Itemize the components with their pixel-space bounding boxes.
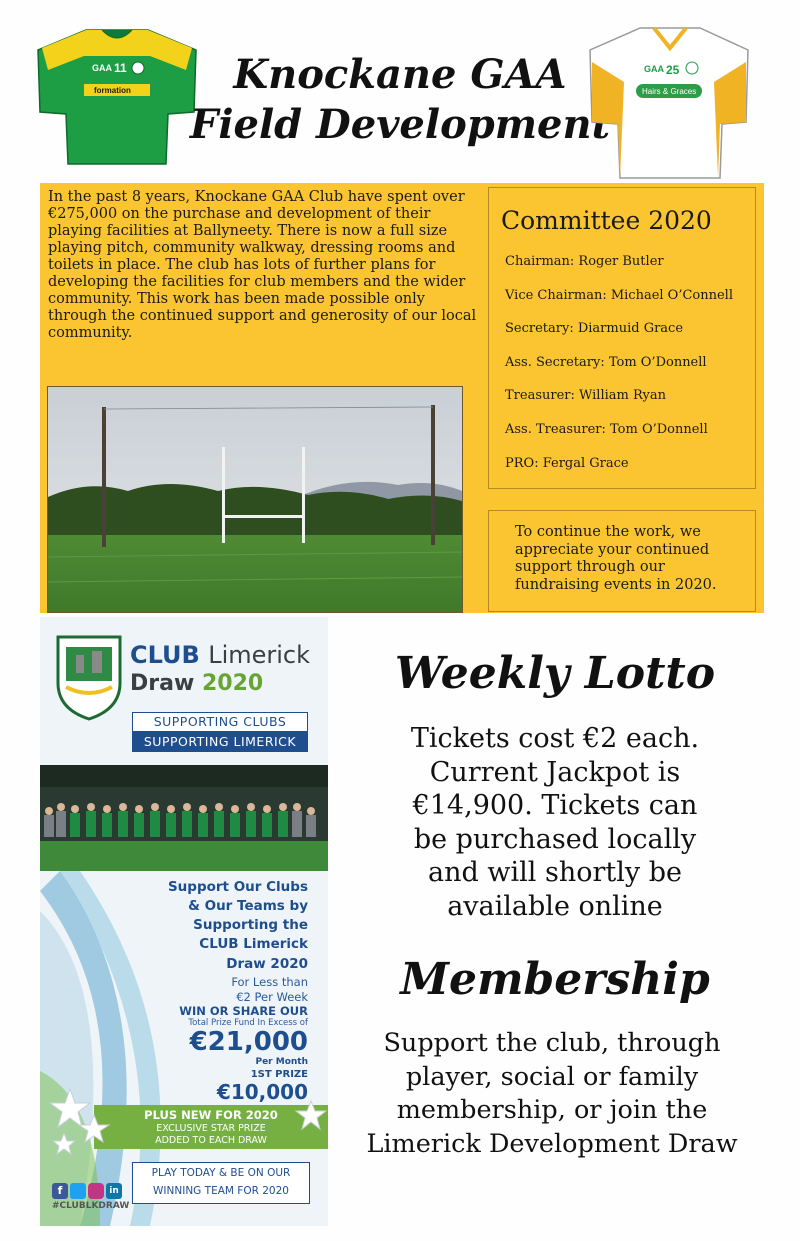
star-icons xyxy=(44,1085,124,1165)
membership-text xyxy=(342,1027,762,1161)
instagram-icon[interactable] xyxy=(88,1183,104,1199)
svg-text:11: 11 xyxy=(114,61,127,75)
lotto-line: Tickets cost €2 each. xyxy=(410,723,700,754)
membership-line: Limerick Development Draw xyxy=(366,1128,738,1159)
lotto-line: Current Jackpot is xyxy=(429,756,681,788)
club-limerick-draw-poster xyxy=(40,617,328,1226)
poster-first-prize: €10,000 xyxy=(216,1080,308,1104)
poster-amount: €21,000 xyxy=(189,1027,308,1057)
poster-support-line: Draw 2020 xyxy=(226,956,308,972)
committee-member: Ass. Treasurer: Tom O’Donnell xyxy=(505,421,708,437)
poster-support-line: Support Our Clubs xyxy=(167,879,308,895)
membership-heading: Membership xyxy=(400,954,710,1005)
svg-text:Hairs & Graces: Hairs & Graces xyxy=(642,87,697,96)
committee-member: Secretary: Diarmuid Grace xyxy=(505,321,684,337)
plus-new-title: PLUS NEW FOR 2020 xyxy=(144,1108,278,1122)
poster-club-word: CLUB xyxy=(130,641,200,669)
added-to-each-draw: ADDED TO EACH DRAW xyxy=(155,1135,267,1146)
linkedin-icon[interactable]: in xyxy=(106,1183,122,1199)
poster-club-limerick xyxy=(130,641,310,669)
twitter-icon[interactable] xyxy=(70,1183,86,1199)
poster-support-line: CLUB Limerick xyxy=(199,936,308,952)
lotto-heading: Weekly Lotto xyxy=(394,648,716,699)
membership-line: player, social or family xyxy=(405,1061,699,1092)
committee-member: Chairman: Roger Butler xyxy=(505,254,664,269)
poster-for-less: For Less than xyxy=(231,975,308,989)
lotto-line: and will shortly be xyxy=(428,857,682,888)
supporting-limerick-banner: SUPPORTING LIMERICK xyxy=(132,732,308,752)
play-today-text: PLAY TODAY & BE ON OUR xyxy=(151,1167,291,1179)
page-title xyxy=(150,50,650,150)
poster-support-line: Supporting the xyxy=(193,917,308,933)
plus-new-banner xyxy=(94,1105,328,1149)
svg-text:GAA: GAA xyxy=(92,63,112,73)
poster-hashtag: #CLUBLKDRAW xyxy=(52,1201,130,1211)
poster-year: 2020 xyxy=(201,671,264,696)
team-photo xyxy=(40,765,328,871)
committee-list xyxy=(505,254,733,489)
white-jersey-image xyxy=(584,22,754,182)
lotto-line: €14,900. Tickets can xyxy=(412,790,698,821)
svg-text:GAA: GAA xyxy=(644,64,664,74)
pitch-photo xyxy=(47,386,463,613)
star-icon-right xyxy=(294,1099,328,1133)
facebook-icon[interactable]: f xyxy=(52,1183,68,1199)
supporting-clubs-banner: SUPPORTING CLUBS xyxy=(132,712,308,732)
committee-member: Vice Chairman: Michael O’Connell xyxy=(505,287,734,303)
membership-line: membership, or join the xyxy=(396,1095,708,1125)
committee-member: Treasurer: William Ryan xyxy=(505,388,667,404)
social-icons xyxy=(52,1183,124,1199)
poster-limerick-word: Limerick xyxy=(208,641,311,669)
poster-draw-word: Draw xyxy=(130,671,195,696)
poster-per-month: Per Month xyxy=(255,1057,308,1067)
committee-member: PRO: Fergal Grace xyxy=(505,455,629,471)
intro-paragraph: In the past 8 years, Knockane GAA Club have spent over €275,000 on the purchase and development of their playing facilities at Ballyneety. There is now a full size playing pitch, community walkway, dressing rooms and toilets in place. The club has lots of further plans for developing the facilities for club members and the wider community. This work has been made possible only through the continued support and generosity of our local community. xyxy=(48,189,477,341)
limerick-crest-icon xyxy=(54,633,124,721)
poster-per-week: €2 Per Week xyxy=(236,990,308,1004)
title-line-2: Field Development xyxy=(189,101,611,148)
title-line-1: Knockane GAA xyxy=(233,51,567,98)
lotto-line: available online xyxy=(447,890,663,922)
svg-text:25: 25 xyxy=(666,63,680,77)
pitch-photo-illustration xyxy=(48,387,462,612)
committee-member: Ass. Secretary: Tom O’Donnell xyxy=(505,354,707,370)
poster-draw-year xyxy=(130,671,263,696)
continue-note-box xyxy=(488,510,756,612)
committee-title: Committee 2020 xyxy=(501,206,712,235)
poster-prize-fund: Total Prize Fund In Excess of xyxy=(188,1018,308,1028)
continue-note: To continue the work, we appreciate your continued support through our fundraising events in 2020. xyxy=(515,524,717,593)
membership-line: Support the club, through xyxy=(383,1028,721,1058)
committee-box xyxy=(488,187,756,489)
lotto-text xyxy=(350,722,760,923)
play-today-box xyxy=(132,1162,310,1204)
poster-first-prize-label: 1ST PRIZE xyxy=(250,1069,308,1080)
lotto-line: be purchased locally xyxy=(413,823,697,855)
svg-text:formation: formation xyxy=(94,86,131,95)
poster-support-line: & Our Teams by xyxy=(188,898,308,914)
winning-team-text: WINNING TEAM FOR 2020 xyxy=(153,1185,289,1197)
exclusive-star-prize: EXCLUSIVE STAR PRIZE xyxy=(156,1123,266,1134)
poster-win-share: WIN OR SHARE OUR xyxy=(179,1004,308,1018)
